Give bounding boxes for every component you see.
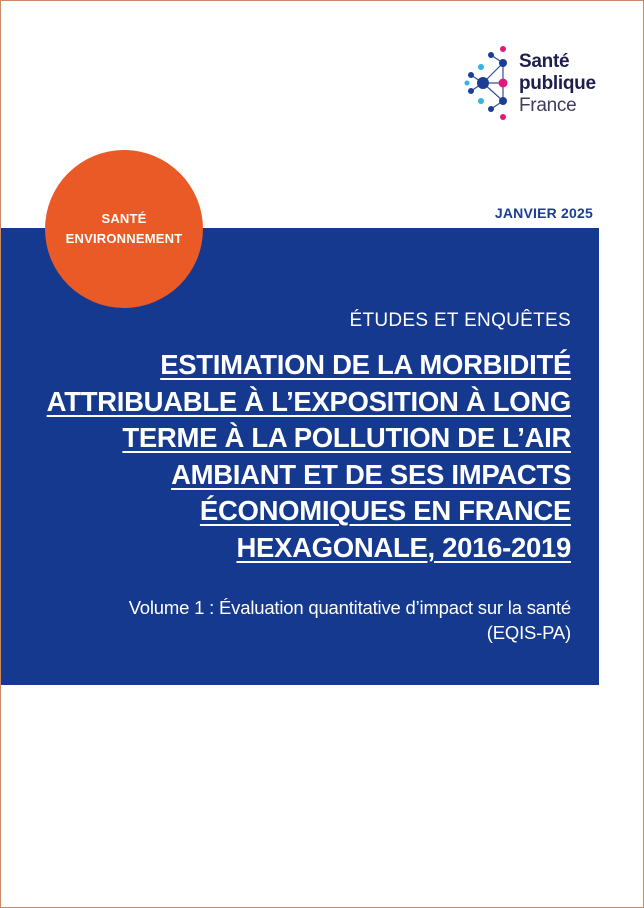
title-line: ESTIMATION DE LA MORBIDITÉ xyxy=(160,349,571,380)
theme-badge-line-2: ENVIRONNEMENT xyxy=(65,231,183,246)
logo-line-2: publique xyxy=(519,73,596,94)
subtitle-line-2: (EQIS-PA) xyxy=(486,622,571,643)
series-label: ÉTUDES ET ENQUÊTES xyxy=(349,310,571,331)
report-title xyxy=(31,347,571,566)
title-line: HEXAGONALE, 2016-2019 xyxy=(236,531,571,563)
publication-date: JANVIER 2025 xyxy=(494,205,593,221)
logo-wordmark xyxy=(519,51,596,117)
title-line: TERME À LA POLLUTION DE L’AIR xyxy=(122,422,571,453)
theme-badge xyxy=(45,150,203,308)
logo-line-1: Santé xyxy=(519,51,570,72)
theme-badge-line-1: SANTÉ xyxy=(101,211,147,226)
title-line: AMBIANT ET DE SES IMPACTS xyxy=(171,458,571,490)
title-line: ÉCONOMIQUES EN FRANCE xyxy=(199,495,571,526)
report-subtitle xyxy=(31,595,571,645)
logo-line-3: France xyxy=(519,95,577,116)
sante-publique-france-logo xyxy=(463,43,613,123)
subtitle-line-1: Volume 1 : Évaluation quantitative d’impact sur la santé xyxy=(128,597,571,618)
network-dots-icon xyxy=(463,43,519,123)
title-line: ATTRIBUABLE À L’EXPOSITION À LONG xyxy=(46,385,571,417)
